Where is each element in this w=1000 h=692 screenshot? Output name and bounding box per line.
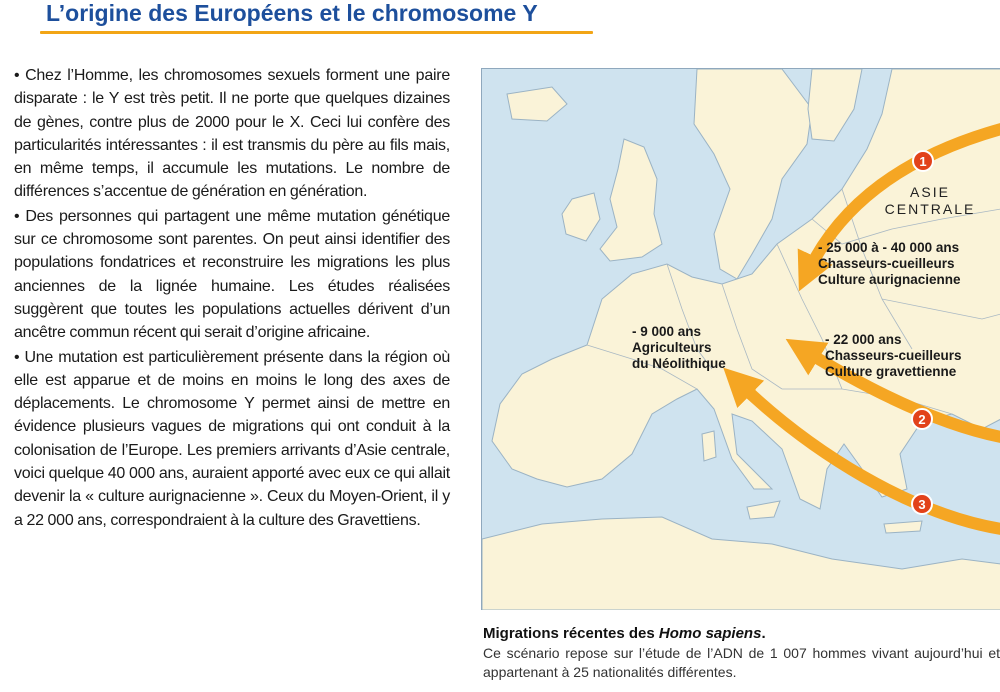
paragraph-2: • Des personnes qui partagent une même mutation génétique sur ce chromosome sont parentes. On peut ainsi identifier des populations fondatrices et reconstruire les migrations les plus anciennes de la lignée humaine. Les études réalisées suggèrent que toutes les populations actuelles dérivent d’un ancêtre commun récent qui serait d’origine africaine. <box>14 207 450 342</box>
article-body <box>14 64 450 533</box>
page-title: L’origine des Européens et le chromosome Y <box>46 0 538 26</box>
label-wave-2 <box>825 332 962 380</box>
marker-2-label: 2 <box>918 412 926 427</box>
region-central-asia <box>880 184 980 218</box>
wave-1-group: Chasseurs-cueilleurs <box>818 256 955 271</box>
marker-1 <box>913 151 933 171</box>
marker-1-label: 1 <box>919 154 927 169</box>
title-underline <box>40 31 593 34</box>
wave-1-date: - 25 000 à - 40 000 ans <box>818 240 960 255</box>
caption-title-species: Homo sapiens <box>658 625 762 642</box>
corsica-sardinia <box>702 431 716 461</box>
wave-3-group: Agriculteurs <box>632 340 712 355</box>
wave-2-group: Chasseurs-cueilleurs <box>825 348 962 363</box>
region-line-1: ASIE <box>910 184 950 200</box>
paragraph-1: • Chez l’Homme, les chromosomes sexuels forment une paire disparate : le Y est très petit. Il ne porte que quelques dizaines de gènes, contre plus de 2000 pour le X. Ceci lui confère des particularités intéressantes : il est transmis du père au fils mais, en même temps, il accumule les mutations. Le nombre de différences s’accentue de génération en génération. <box>14 67 450 201</box>
marker-2 <box>912 409 932 429</box>
wave-1-culture: Culture aurignacienne <box>818 272 961 287</box>
wave-2-culture: Culture gravettienne <box>825 364 957 379</box>
wave-3-culture: du Néolithique <box>632 356 726 371</box>
region-line-2: CENTRALE <box>884 201 976 217</box>
map-caption <box>483 624 1000 682</box>
wave-2-date: - 22 000 ans <box>825 332 902 347</box>
label-wave-3 <box>632 324 726 372</box>
wave-3-date: - 9 000 ans <box>632 324 702 339</box>
caption-title-suffix: . <box>761 625 766 642</box>
marker-3-label: 3 <box>918 497 926 512</box>
caption-title-prefix: Migrations récentes des <box>483 625 659 642</box>
caption-title <box>483 624 1000 644</box>
migration-map <box>481 68 1000 610</box>
label-wave-1 <box>818 240 961 288</box>
marker-3 <box>912 494 932 514</box>
caption-body: Ce scénario repose sur l’étude de l’ADN de 1 007 hommes vivant aujourd’hui et appartenant à 25 nationalités différentes. <box>483 645 1000 680</box>
paragraph-3: • Une mutation est particulièrement présente dans la région où elle est apparue et de moins en moins le long des axes de déplacements. Le chromosome Y permet ainsi de mettre en évidence plusieurs vagues de migrations qui ont conduit à la colonisation de l’Europe. Les premiers arrivants d’Asie centrale, voici quelque 40 000 ans, auraient apporté avec eux ce qui allait devenir la « culture aurignacienne ». Ceux du Moyen-Orient, il y a 22 000 ans, correspondraient à la culture des Gravettiens. <box>14 348 450 529</box>
